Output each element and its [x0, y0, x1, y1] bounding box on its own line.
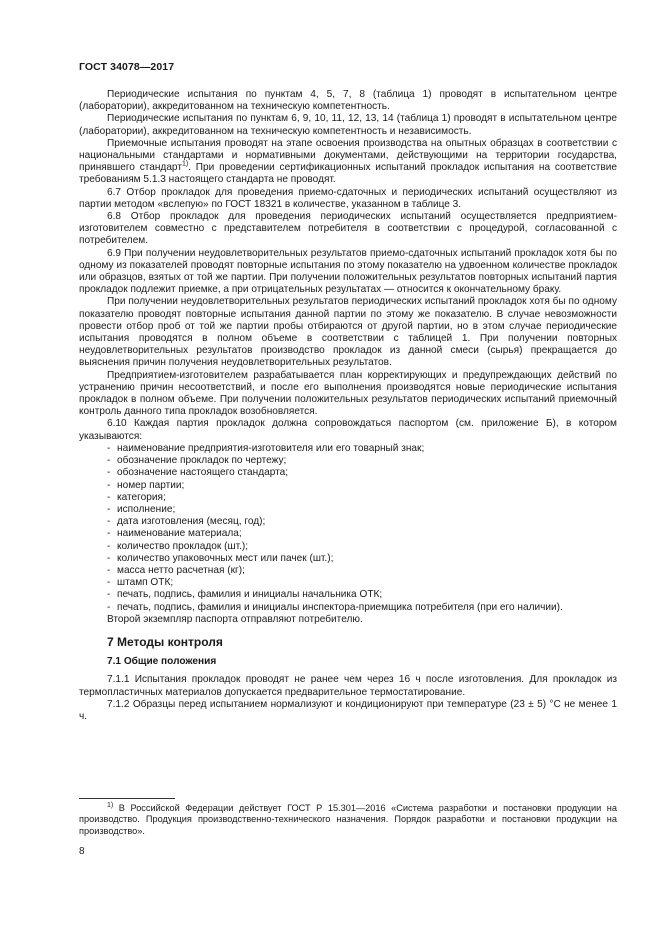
list-dash: -	[107, 552, 111, 564]
list-item-text: печать, подпись, фамилия и инициалы инспектора-приемщика потребителя (при его наличии).	[117, 601, 563, 613]
list-item	[79, 589, 617, 601]
list-dash: -	[107, 601, 111, 613]
list-item-text: печать, подпись, фамилия и инициалы начальника ОТК;	[117, 589, 383, 601]
paragraph: Периодические испытания по пунктам 4, 5, 7, 8 (таблица 1) проводят в испытательном центре (лаборатории), аккредитованном на техническую компетентность.	[79, 89, 617, 113]
paragraph: Периодические испытания по пунктам 6, 9, 10, 11, 12, 13, 14 (таблица 1) проводят в испытательном центре (лаборатории), аккредитованном на техническую компетентность и независимость.	[79, 113, 617, 137]
list-dash: -	[107, 589, 111, 601]
footnote-text	[79, 803, 617, 837]
list-item	[79, 455, 617, 467]
list-item	[79, 467, 617, 479]
list-dash: -	[107, 528, 111, 540]
list-item	[79, 516, 617, 528]
list-dash: -	[107, 503, 111, 515]
list-dash: -	[107, 479, 111, 491]
paragraph: 6.8 Отбор прокладок для проведения периодических испытаний осуществляется предприятием-изготовителем совместно с представителем потребителя в соответствии с процедурой, согласованной с потребителем.	[79, 211, 617, 247]
document-header: ГОСТ 34078—2017	[79, 61, 175, 73]
list-dash: -	[107, 516, 111, 528]
section-heading: 7 Методы контроля	[107, 634, 223, 649]
list-item-text: номер партии;	[117, 479, 185, 491]
list-item-text: штамп ОТК;	[117, 577, 174, 589]
footnote-reference[interactable]: 1)	[181, 160, 189, 168]
paragraph: Второй экземпляр паспорта отправляют потребителю.	[107, 613, 363, 625]
list-item	[79, 528, 617, 540]
list-dash: -	[107, 467, 111, 479]
list-item-text: обозначение прокладок по чертежу;	[117, 455, 287, 467]
list-item	[79, 553, 617, 565]
document-body	[79, 89, 617, 723]
list-item	[79, 541, 617, 553]
list-item-text: наименование материала;	[117, 528, 242, 540]
list-item	[79, 504, 617, 516]
list-item-text: категория;	[117, 491, 166, 503]
list-item-text: количество упаковочных мест или пачек (шт.);	[117, 552, 334, 564]
list-item-text: масса нетто расчетная (кг);	[117, 564, 245, 576]
list-dash: -	[107, 442, 111, 454]
list-dash: -	[107, 491, 111, 503]
footnote-divider	[79, 798, 175, 799]
list-item	[79, 480, 617, 492]
list-dash: -	[107, 455, 111, 467]
paragraph	[79, 138, 617, 187]
footnote-mark: 1)	[107, 801, 114, 809]
page-number: 8	[79, 846, 85, 857]
subsection-heading: 7.1 Общие положения	[107, 656, 217, 668]
list-item	[79, 492, 617, 504]
paragraph: 6.9 При получении неудовлетворительных результатов приемо-сдаточных испытаний прокладок хотя бы по одному из показателей проводят повторные испытания по этому показателю на удвоенном количестве прокладок или образцов, взятых от той же партии. При получении положительных результатов повторных испытаний партия прокладок подлежит приемке, а при отрицательных результатах — относится к окончательному браку.	[79, 247, 617, 296]
list-dash: -	[107, 540, 111, 552]
paragraph: 6.7 Отбор прокладок для проведения приемо-сдаточных и периодических испытаний осуществляют из партии методом «вслепую» по ГОСТ 18321 в количестве, указанном в таблице 3.	[79, 186, 617, 210]
list-item-text: обозначение настоящего стандарта;	[117, 467, 289, 479]
list-item	[79, 577, 617, 589]
list-item-text: наименование предприятия-изготовителя или его товарный знак;	[117, 442, 425, 454]
list-item-text: исполнение;	[117, 503, 176, 515]
list-item	[79, 565, 617, 577]
list-item-text: количество прокладок (шт.);	[117, 540, 249, 552]
paragraph: Предприятием-изготовителем разрабатывается план корректирующих и предупреждающих действий по устранению причин несоответствий, и после его выполнения производятся новые периодические испытания прокладок в полном объеме. При получении положительных результатов периодических испытаний приемочный контроль данного типа прокладок возобновляется.	[79, 369, 617, 418]
list-item-text: дата изготовления (месяц, год);	[117, 516, 266, 528]
paragraph: 6.10 Каждая партия прокладок должна сопровождаться паспортом (см. приложение Б), в котором указываются:	[79, 418, 617, 442]
list-item	[79, 443, 617, 455]
paragraph-text: . При проведении сертификационных испытаний прокладок испытания на соответствие требованиям 5.1.3 настоящего стандарта не проводят.	[79, 162, 617, 186]
footnote	[79, 803, 617, 837]
list-dash: -	[107, 564, 111, 576]
list-item	[79, 602, 617, 614]
list-dash: -	[107, 577, 111, 589]
paragraph-text: Приемочные испытания проводят на этапе освоения производства на опытных образцах в соответствии с национальными стандартами и нормативными документами, действующими на территории государства, принявшего стандарт	[79, 137, 617, 174]
footnote-body: В Российской Федерации действует ГОСТ Р 15.301—2016 «Система разработки и постановки продукции на производство. Продукция производственно-технического назначения. Порядок разработки и постановки продукции на производство».	[79, 803, 617, 836]
paragraph: 7.1.1 Испытания прокладок проводят не ранее чем через 16 ч после изготовления. Для прокладок из термопластичных материалов допускается предварительное термостатирование.	[79, 674, 617, 698]
paragraph: При получении неудовлетворительных результатов периодических испытаний прокладок хотя бы по одному показателю проводят повторные испытания данной партии по этому же показателю. В случае невозможности провести отбор проб от той же партии пробы отбираются от другой партии, но в этом случае периодические испытания проводятся в полном объеме в соответствии с таблицей 1. При получении повторных неудовлетворительных результатов производство прокладок из данной смеси (сырья) прекращается до выяснения причин получения неудовлетворительных результатов.	[79, 296, 617, 369]
paragraph: 7.1.2 Образцы перед испытанием нормализуют и кондиционируют при температуре (23 ± 5) °С не менее 1 ч.	[79, 698, 617, 722]
passport-fields-list	[79, 443, 617, 614]
